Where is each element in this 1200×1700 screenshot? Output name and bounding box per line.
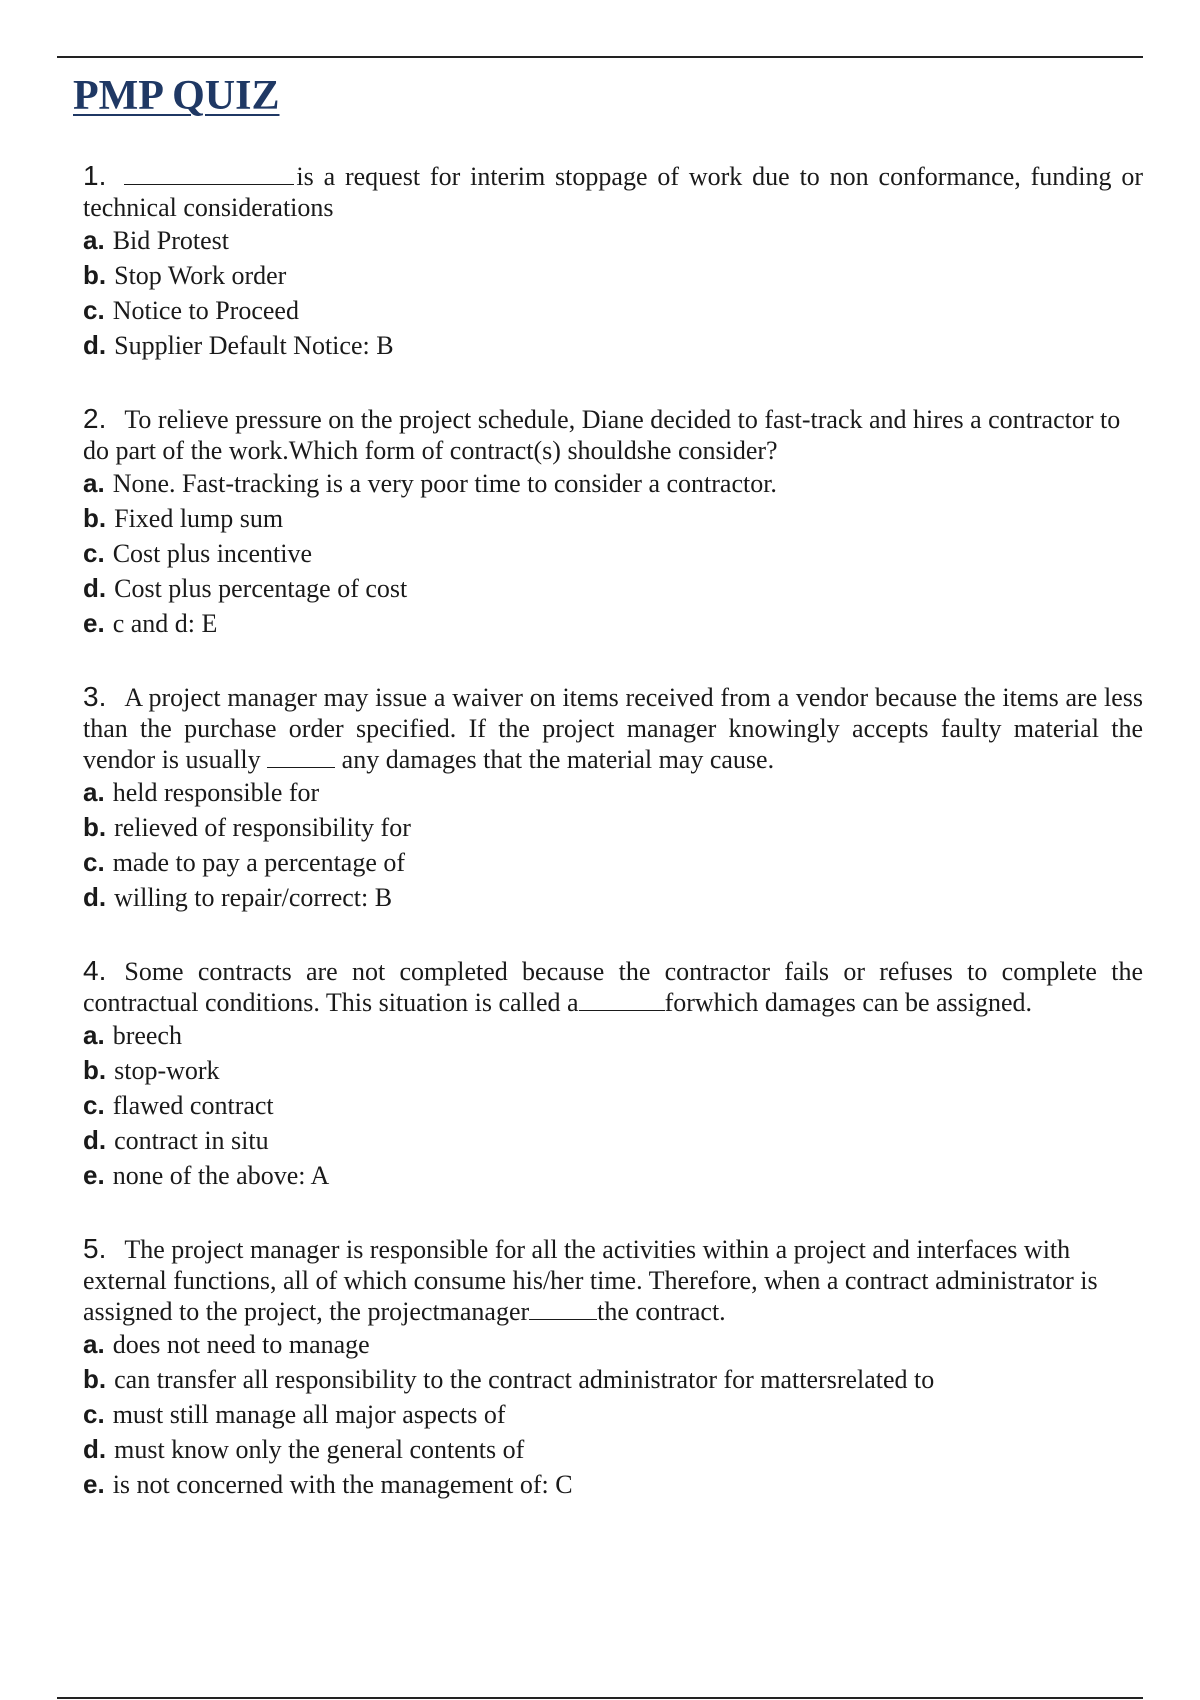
question-text: The project manager is responsible for all the activities within a project and interfaces with external functions, all of which consume his/her time. Therefore, when a contract administrator is assigned to the project, the projectmanager	[83, 1235, 1098, 1326]
option-label: c.	[83, 295, 105, 325]
option-text: flawed contract	[112, 1091, 274, 1120]
quiz-page	[73, 72, 1143, 1502]
option-text: must know only the general contents of	[114, 1435, 525, 1464]
option-list	[83, 223, 1143, 363]
option-b	[83, 258, 1143, 293]
question-3	[73, 681, 1143, 915]
option-text: is not concerned with the management of: C	[112, 1470, 573, 1499]
option-text: Supplier Default Notice: B	[114, 331, 394, 360]
option-text: does not need to manage	[112, 1330, 370, 1359]
option-e	[83, 606, 1143, 641]
question-number: 3.	[83, 681, 107, 712]
option-label: b.	[83, 260, 107, 290]
question-stem	[83, 403, 1143, 466]
question-text: A project manager may issue a waiver on items received from a vendor because the items are less than the purchase order specified. If the project manager knowingly accepts faulty material the vendor is usually	[83, 683, 1143, 774]
question-text: Some contracts are not completed because the contractor fails or refuses to complete the contractual conditions. This situation is called a	[83, 957, 1143, 1017]
option-c	[83, 1088, 1143, 1123]
option-label: a.	[83, 1020, 105, 1050]
question-stem	[83, 955, 1143, 1018]
option-text: None. Fast-tracking is a very poor time to consider a contractor.	[112, 469, 777, 498]
option-list	[83, 1018, 1143, 1193]
answer-blank	[579, 990, 665, 1011]
option-c	[83, 1397, 1143, 1432]
option-text: none of the above: A	[112, 1161, 330, 1190]
option-d	[83, 1123, 1143, 1158]
question-number: 4.	[83, 955, 107, 986]
option-label: a.	[83, 468, 105, 498]
option-text: Fixed lump sum	[114, 504, 284, 533]
option-text: breech	[112, 1021, 182, 1050]
question-stem	[83, 681, 1143, 775]
option-b	[83, 1053, 1143, 1088]
option-c	[83, 536, 1143, 571]
answer-blank	[267, 747, 335, 768]
question-number: 5.	[83, 1233, 107, 1264]
option-label: d.	[83, 330, 107, 360]
option-text: stop-work	[114, 1056, 220, 1085]
option-text: held responsible for	[112, 778, 320, 807]
option-label: b.	[83, 812, 107, 842]
option-text: Stop Work order	[114, 261, 287, 290]
option-e	[83, 1467, 1143, 1502]
option-text: Notice to Proceed	[112, 296, 299, 325]
option-label: d.	[83, 573, 107, 603]
top-rule	[57, 56, 1143, 58]
option-c	[83, 293, 1143, 328]
option-label: c.	[83, 1399, 105, 1429]
option-label: c.	[83, 538, 105, 568]
question-number: 2.	[83, 403, 107, 434]
question-stem	[83, 1233, 1143, 1327]
option-label: b.	[83, 1364, 107, 1394]
option-a	[83, 466, 1143, 501]
option-c	[83, 845, 1143, 880]
option-a	[83, 775, 1143, 810]
option-list	[83, 1327, 1143, 1502]
option-text: must still manage all major aspects of	[112, 1400, 506, 1429]
option-label: d.	[83, 1434, 107, 1464]
option-a	[83, 1018, 1143, 1053]
option-text: made to pay a percentage of	[112, 848, 406, 877]
option-text: Bid Protest	[112, 226, 229, 255]
option-e	[83, 1158, 1143, 1193]
question-text: To relieve pressure on the project schedule, Diane decided to fast-track and hires a contractor to do part of the work.Which form of contract(s) shouldshe consider?	[83, 405, 1121, 465]
option-text: willing to repair/correct: B	[114, 883, 393, 912]
option-d	[83, 880, 1143, 915]
option-list	[83, 466, 1143, 641]
option-label: a.	[83, 777, 105, 807]
option-label: d.	[83, 1125, 107, 1155]
option-b	[83, 501, 1143, 536]
option-a	[83, 1327, 1143, 1362]
option-label: c.	[83, 847, 105, 877]
answer-blank	[124, 164, 294, 185]
option-text: Cost plus incentive	[112, 539, 313, 568]
option-b	[83, 810, 1143, 845]
option-label: d.	[83, 882, 107, 912]
option-text: c and d: E	[112, 609, 218, 638]
option-label: a.	[83, 1329, 105, 1359]
question-text-end: the contract.	[597, 1297, 726, 1326]
question-stem	[83, 160, 1143, 223]
page-title: PMP QUIZ	[73, 73, 280, 119]
option-list	[83, 775, 1143, 915]
option-text: Cost plus percentage of cost	[114, 574, 408, 603]
option-a	[83, 223, 1143, 258]
option-label: e.	[83, 1469, 105, 1499]
question-text-end: forwhich damages can be assigned.	[664, 988, 1033, 1017]
question-number: 1.	[83, 160, 107, 191]
option-d	[83, 1432, 1143, 1467]
option-label: e.	[83, 608, 105, 638]
option-text: relieved of responsibility for	[114, 813, 411, 842]
question-1	[73, 160, 1143, 363]
option-label: c.	[83, 1090, 105, 1120]
question-text: is a request for interim stoppage of work due to non conformance, funding or technical considerations	[83, 162, 1143, 222]
option-label: a.	[83, 225, 105, 255]
bottom-rule	[57, 1697, 1143, 1699]
option-label: e.	[83, 1160, 105, 1190]
question-5	[73, 1233, 1143, 1502]
option-text: contract in situ	[114, 1126, 269, 1155]
question-text-end: any damages that the material may cause.	[341, 745, 775, 774]
question-2	[73, 403, 1143, 641]
option-text: can transfer all responsibility to the contract administrator for mattersrelated to	[114, 1365, 935, 1394]
option-b	[83, 1362, 1143, 1397]
option-d	[83, 328, 1143, 363]
option-d	[83, 571, 1143, 606]
option-label: b.	[83, 503, 107, 533]
answer-blank	[529, 1299, 597, 1320]
option-label: b.	[83, 1055, 107, 1085]
question-4	[73, 955, 1143, 1193]
